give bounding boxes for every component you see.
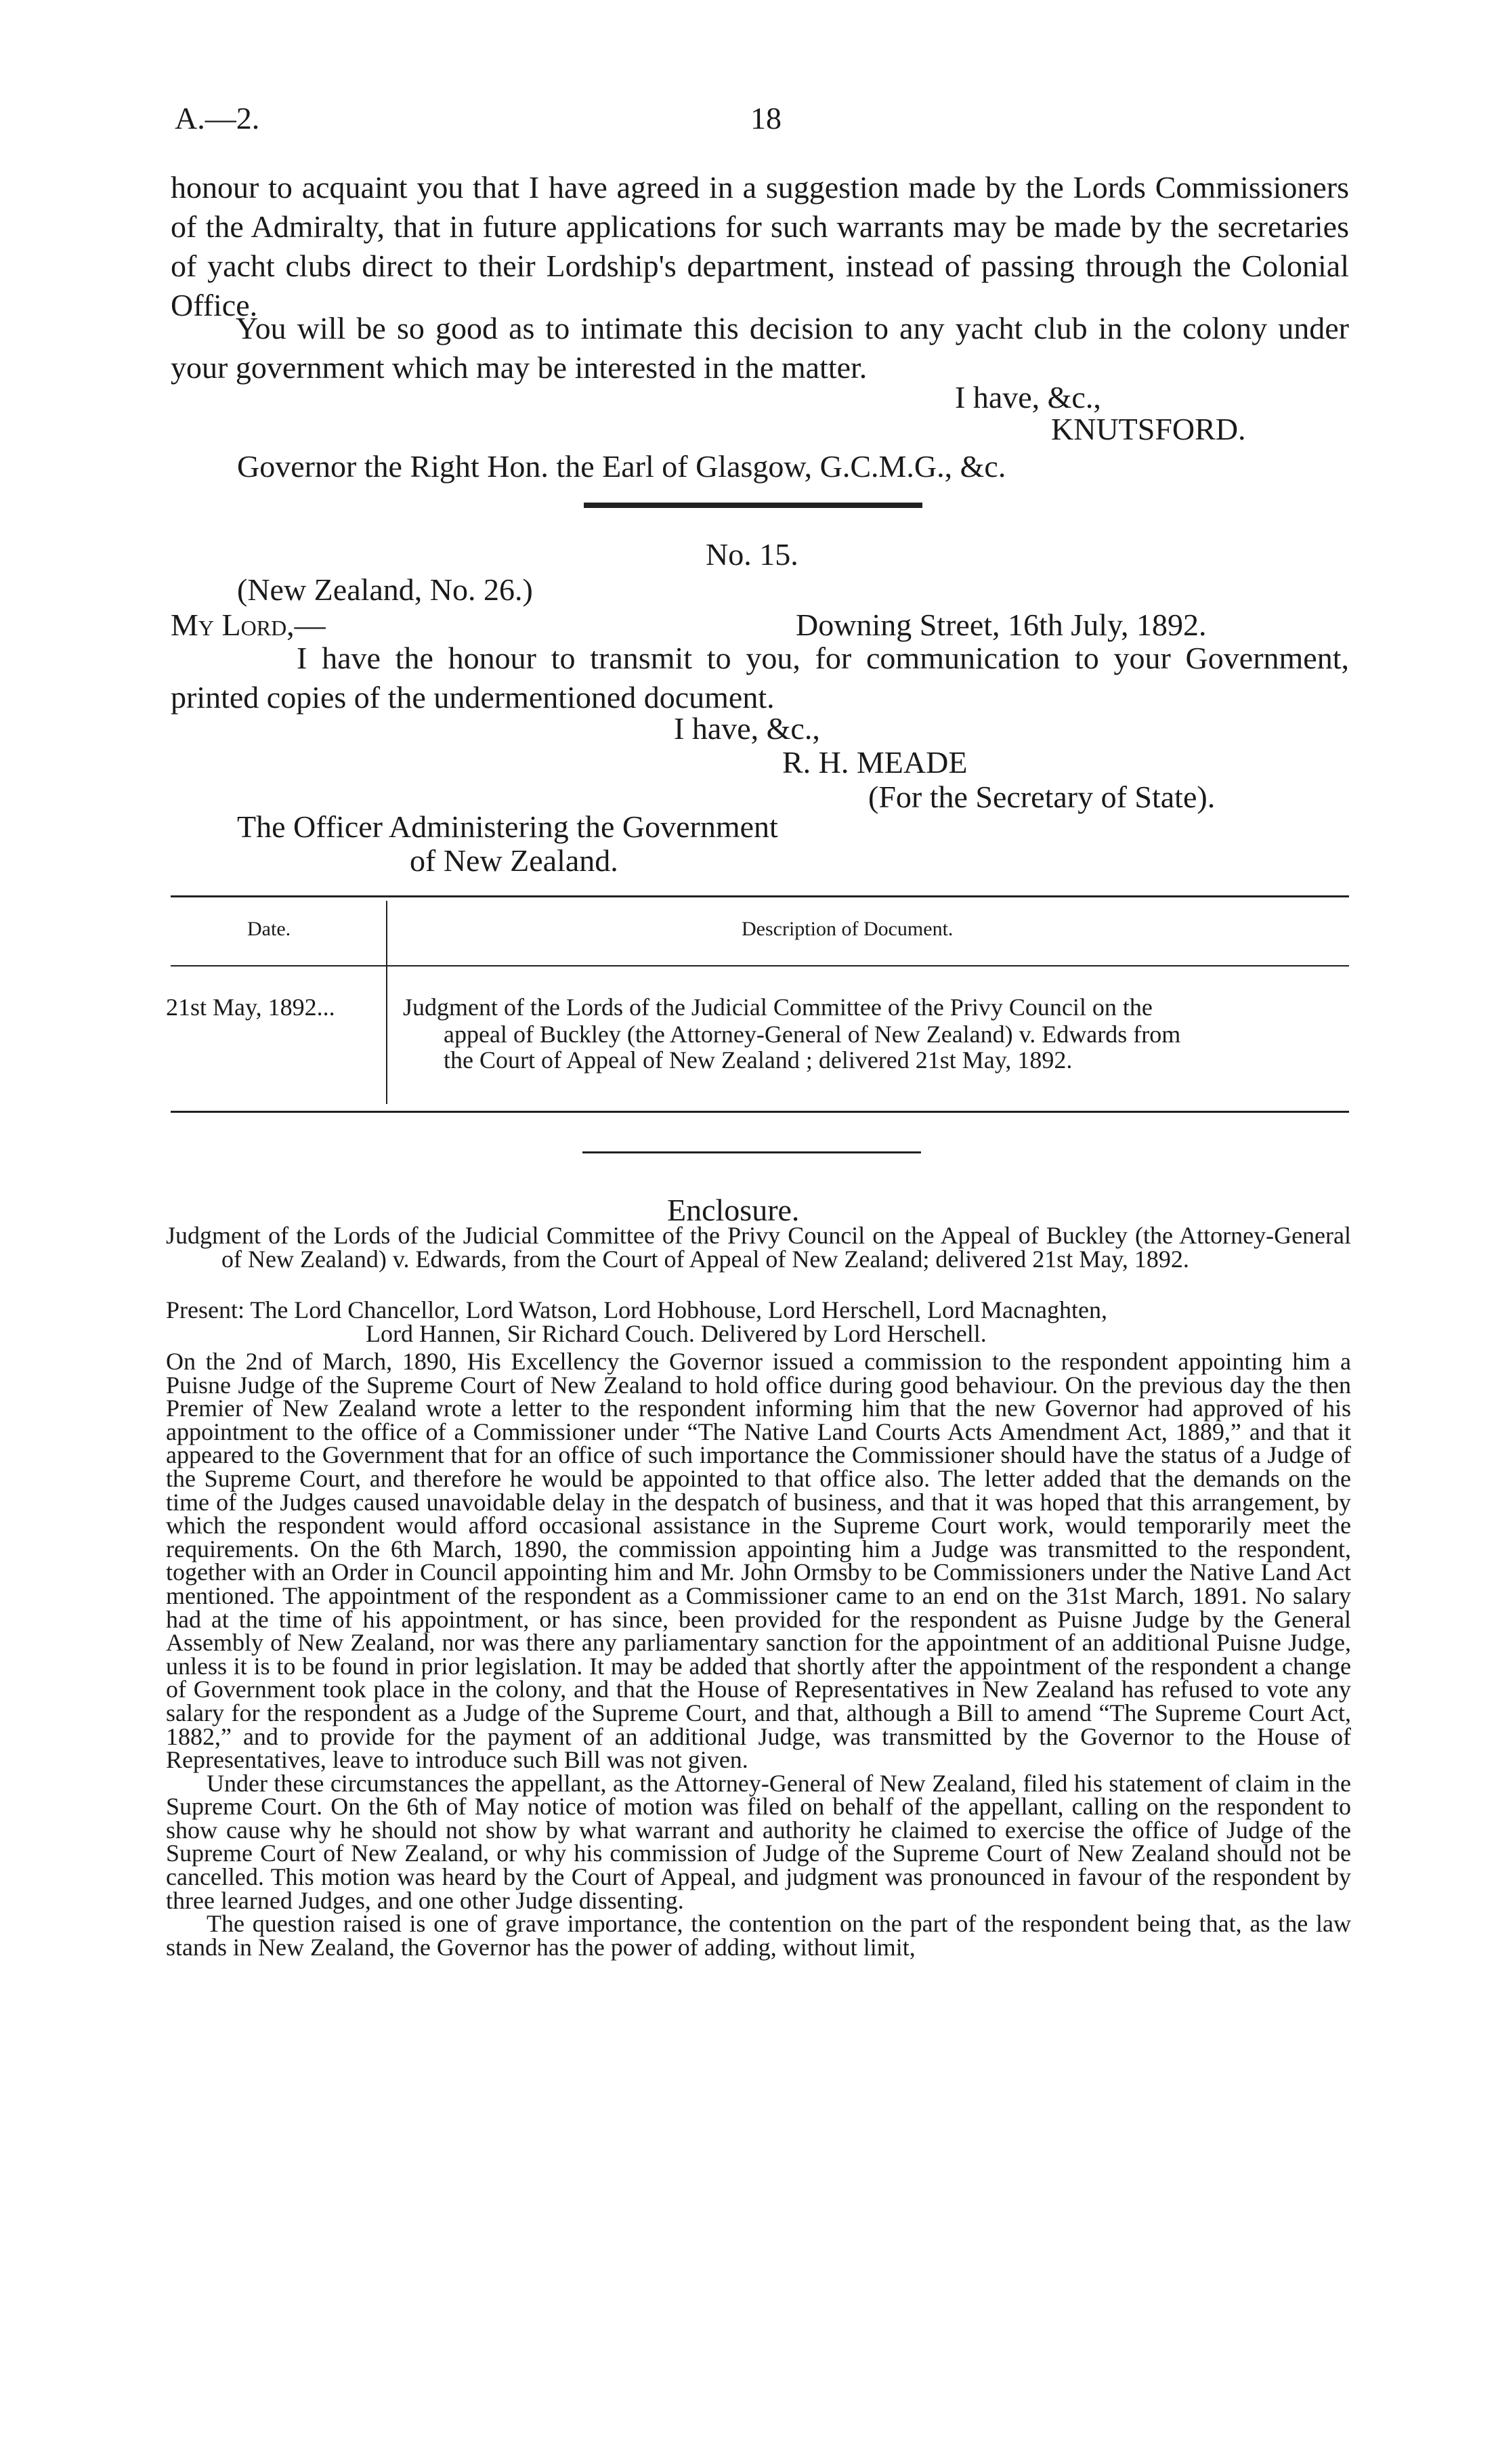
letter14-para2: You will be so good as to intimate this decision to any yacht club in the colony under your government which may be interested in the matter. xyxy=(171,311,1349,385)
letter15-addressee-line2: of New Zealand. xyxy=(410,843,618,878)
letter15-addressee-line1: The Officer Administering the Government xyxy=(237,809,778,844)
judgment-caption-text: Judgment of the Lords of the Judicial Committee of the Privy Council on the Appeal of Buckley (the Attorney-General of New Zealand) v. Edwards, from the Court of Appeal of New Zealand; delivered 21st May, 1892. xyxy=(166,1222,1351,1273)
letter15-signature: R. H. MEADE xyxy=(782,745,968,780)
page-reference: A.—2. xyxy=(175,101,260,135)
table-header-rule xyxy=(171,965,1349,967)
letter15-closing: I have, &c., xyxy=(674,711,820,746)
present-line2: Lord Hannen, Sir Richard Couch. Delivered by Lord Herschell. xyxy=(366,1320,987,1347)
table-row-desc-line2: appeal of Buckley (the Attorney-General of New Zealand) v. Edwards from xyxy=(444,1021,1181,1048)
letter14-addressee: Governor the Right Hon. the Earl of Glasgow, G.C.M.G., &c. xyxy=(237,449,1006,484)
letter14-closing: I have, &c., xyxy=(955,380,1101,415)
table-top-rule xyxy=(171,895,1349,897)
letter15-ref: (New Zealand, No. 26.) xyxy=(237,572,533,607)
letter14-para1: honour to acquaint you that I have agreed in a suggestion made by the Lords Commissioners of the Admiralty, that in future applications for such warrants may be made by the secretaries of yacht clubs direct to their Lordship's department, instead of passing through the Colonial Office. xyxy=(171,170,1349,322)
letter14-signature: KNUTSFORD. xyxy=(1051,412,1246,446)
table-bottom-rule xyxy=(171,1111,1349,1113)
section-divider xyxy=(584,503,922,508)
table-row-desc-line3: the Court of Appeal of New Zealand ; delivered 21st May, 1892. xyxy=(444,1046,1073,1074)
judgment-body xyxy=(166,1350,1351,1959)
table-row-date: 21st May, 1892... xyxy=(166,994,335,1021)
judgment-paragraph-1: On the 2nd of March, 1890, His Excellency the Governor issued a commission to the respondent appointing him a Puisne Judge of the Supreme Court of New Zealand to hold office during good behaviour. On the previous day the then Premier of New Zealand wrote a letter to the respondent informing him that the new Governor had approved of his appointment to the office of a Commissioner under “The Native Land Courts Acts Amendment Act, 1889,” and that it appeared to the Government that for an office of such importance the Commissioner should have the status of a Judge of the Supreme Court, and therefore he would be appointed to that office also. The letter added that the demands on the time of the Judges caused unavoidable delay in the despatch of business, and that it was hoped that this arrangement, by which the respondent would afford occasional assistance in the Supreme Court work, would temporarily meet the requirements. On the 6th March, 1890, the commission appointing him a Judge was transmitted to the respondent, together with an Order in Council appointing him and Mr. John Ormsby to be Commissioners under the Native Land Act mentioned. The appointment of the respondent as a Commissioner came to an end on the 31st March, 1891. No salary had at the time of his appointment, or has since, been provided for the respondent as Puisne Judge by the General Assembly of New Zealand, nor was there any parliamentary sanction for the appointment of an additional Puisne Judge, unless it is to be found in prior legislation. It may be added that shortly after the appointment of the respondent a change of Government took place in the colony, and that the House of Representatives in New Zealand has refused to vote any salary for the respondent as a Judge of the Supreme Court, and that, although a Bill to amend “The Supreme Court Act, 1882,” and to provide for the payment of an additional Judge, was transmitted by the Governor to the House of Representatives, leave to introduce such Bill was not given. xyxy=(166,1348,1351,1774)
letter15-body: I have the honour to transmit to you, for communication to your Government, printed copies of the undermentioned document. xyxy=(171,641,1349,715)
judgment-paragraph-2: Under these circumstances the appellant, as the Attorney-General of New Zealand, filed his statement of claim in the Supreme Court. On the 6th of May notice of motion was filed on behalf of the appellant, calling on the respondent to show cause why he should not show by what warrant and authority he claimed to exercise the office of Judge of the Supreme Court of New Zealand, or why his commission of Judge of the Supreme Court of New Zealand should not be cancelled. This motion was heard by the Court of Appeal, and judgment was pronounced in favour of the respondent by three learned Judges, and one other Judge dissenting. xyxy=(166,1769,1351,1914)
letter15-place-date: Downing Street, 16th July, 1892. xyxy=(796,608,1207,642)
table-header-date: Date. xyxy=(247,918,291,940)
present-line1: Present: The Lord Chancellor, Lord Watson, Lord Hobhouse, Lord Herschell, Lord Macnaghten, xyxy=(166,1296,1107,1323)
judgment-caption xyxy=(166,1224,1351,1271)
table-header-description: Description of Document. xyxy=(742,918,954,940)
enclosure-divider xyxy=(582,1151,921,1153)
enclosure-title: Enclosure. xyxy=(667,1193,800,1227)
letter15-salutation: My Lord,— xyxy=(171,608,326,642)
letter15-number: No. 15. xyxy=(706,537,798,572)
table-row-desc-line1: Judgment of the Lords of the Judicial Committee of the Privy Council on the xyxy=(403,994,1153,1021)
table-column-divider xyxy=(386,901,387,1104)
page-number: 18 xyxy=(750,101,782,135)
letter15-signature-note: (For the Secretary of State). xyxy=(868,780,1216,814)
judgment-paragraph-3: The question raised is one of grave importance, the contention on the part of the respondent being that, as the law stands in New Zealand, the Governor has the power of adding, without limit, xyxy=(166,1910,1351,1961)
